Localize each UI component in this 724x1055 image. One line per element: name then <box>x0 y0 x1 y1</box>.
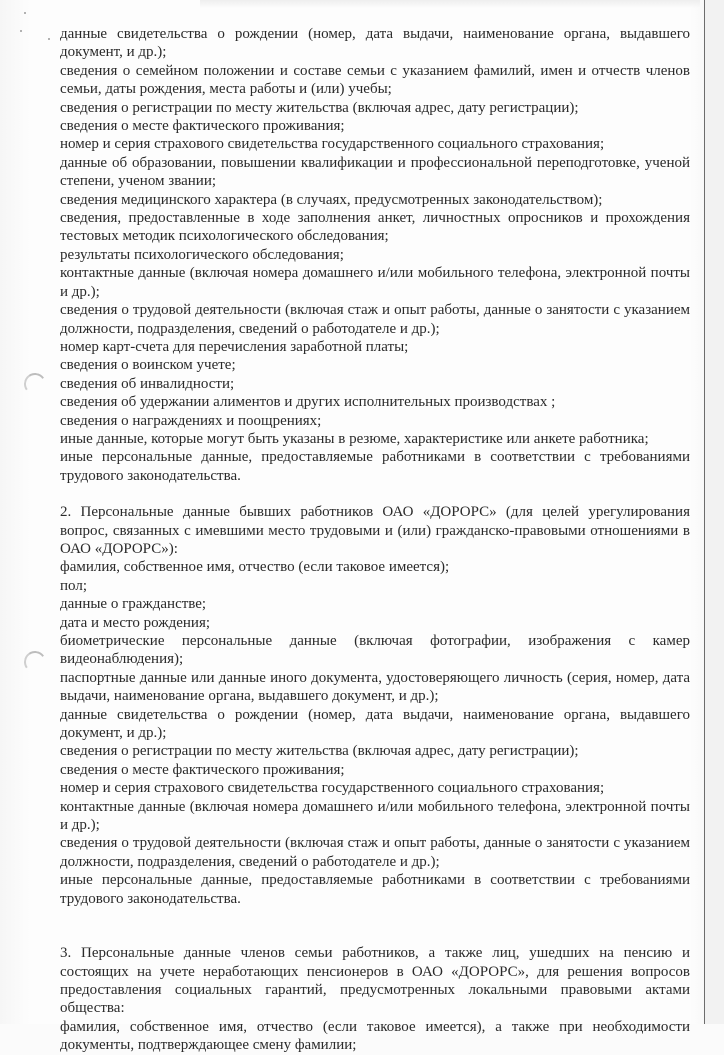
list-item: сведения о месте фактического проживания; <box>60 118 345 135</box>
list-item: сведения о трудовой деятельности (включая стаж и опыт работы, данные о занятости с указанием должности, подразделения, сведений о работодателе и др.); <box>60 302 690 337</box>
scan-speck <box>20 30 22 32</box>
scan-shadow <box>200 0 700 8</box>
punch-hole-mark <box>22 649 47 674</box>
list-item: сведения о воинском учете; <box>60 357 236 374</box>
employee-data-list <box>60 25 690 485</box>
list-item: номер карт-счета для перечисления заработной платы; <box>60 338 409 355</box>
list-item: сведения, предоставленные в ходе заполнения анкет, личностных опросников и прохождения тестовых методик психологического обследования; <box>60 210 690 245</box>
list-item: сведения медицинского характера (в случаях, предусмотренных законодательством); <box>60 191 603 208</box>
section-3 <box>60 944 690 1054</box>
punch-hole-mark <box>22 371 47 396</box>
list-item: номер и серия страхового свидетельства государственного социального страхования; <box>60 780 605 797</box>
list-item: сведения о регистрации по месту жительства (включая адрес, дату регистрации); <box>60 743 579 760</box>
list-item: данные о гражданстве; <box>60 596 207 613</box>
spacer <box>60 908 690 944</box>
list-item: фамилия, собственное имя, отчество (если таковое имеется); <box>60 559 450 576</box>
scan-edge-shadow <box>705 0 724 1024</box>
spacer <box>60 485 690 503</box>
scan-speck <box>48 38 50 40</box>
scan-speck <box>24 12 26 14</box>
list-item: сведения о трудовой деятельности (включая стаж и опыт работы, данные о занятости с указанием должности, подразделения, сведений о работодателе и др.); <box>60 835 690 870</box>
list-item: биометрические персональные данные (включая фотографии, изображения с камер видеонаблюдения); <box>60 633 690 668</box>
list-item: данные об образовании, повышении квалификации и профессиональной переподготовке, ученой степени, ученом звании; <box>60 154 690 190</box>
list-item: фамилия, собственное имя, отчество (если таковое имеется), а также при необходимости документы, подтверждающее смену фамилии; <box>60 1018 690 1054</box>
page-edge-line <box>704 0 705 1024</box>
list-item: дата и место рождения; <box>60 614 211 631</box>
list-item: результаты психологического обследования; <box>60 246 344 263</box>
list-item: сведения о регистрации по месту жительства (включая адрес, дату регистрации); <box>60 99 579 116</box>
list-item: номер и серия страхового свидетельства государственного социального страхования; <box>60 136 605 153</box>
list-item: контактные данные (включая номера домашнего и/или мобильного телефона, электронной почты и др.); <box>60 798 690 834</box>
list-item: сведения о месте фактического проживания; <box>60 761 345 778</box>
section-3-heading: 3. Персональные данные членов семьи работников, а также лиц, ушедших на пенсию и состоящих на учете неработающих пенсионеров в ОАО «ДОРОРС», для решения вопросов предоставления социальных гарантий, предусмотренных локальными правовыми актами общества: <box>60 945 690 1017</box>
list-item: сведения о награждениях и поощрениях; <box>60 412 322 429</box>
list-item: иные данные, которые могут быть указаны в резюме, характеристике или анкете работника; <box>60 430 649 447</box>
document-body <box>60 25 690 1055</box>
list-item: сведения об инвалидности; <box>60 375 235 392</box>
section-2-heading: 2. Персональные данные бывших работников ОАО «ДОРОРС» (для целей урегулирования вопрос, связанных с имевшими место трудовыми и (или) гражданско-правовыми отношениями в ОАО «ДОРОРС»): <box>60 504 690 557</box>
list-item: сведения об удержании алиментов и других исполнительных производствах ; <box>60 394 556 411</box>
section-2 <box>60 503 690 908</box>
list-item: сведения о семейном положении и составе семьи с указанием фамилий, имен и отчеств членов семьи, даты рождения, места работы и (или) учебы; <box>60 62 690 98</box>
list-item: контактные данные (включая номера домашнего и/или мобильного телефона, электронной почты и др.); <box>60 265 690 300</box>
list-item: данные свидетельства о рождении (номер, дата выдачи, наименование органа, выдавшего документ, и др.); <box>60 706 690 742</box>
list-item: паспортные данные или данные иного документа, удостоверяющего личность (серия, номер, дата выдачи, наименование органа, выдавшего документ, и др.); <box>60 669 690 705</box>
list-item: иные персональные данные, предоставляемые работниками в соответствии с требованиями трудового законодательства. <box>60 449 690 484</box>
list-item: иные персональные данные, предоставляемые работниками в соответствии с требованиями трудового законодательства. <box>60 872 690 907</box>
list-item: данные свидетельства о рождении (номер, дата выдачи, наименование органа, выдавшего документ, и др.); <box>60 26 690 61</box>
list-item: пол; <box>60 577 87 594</box>
